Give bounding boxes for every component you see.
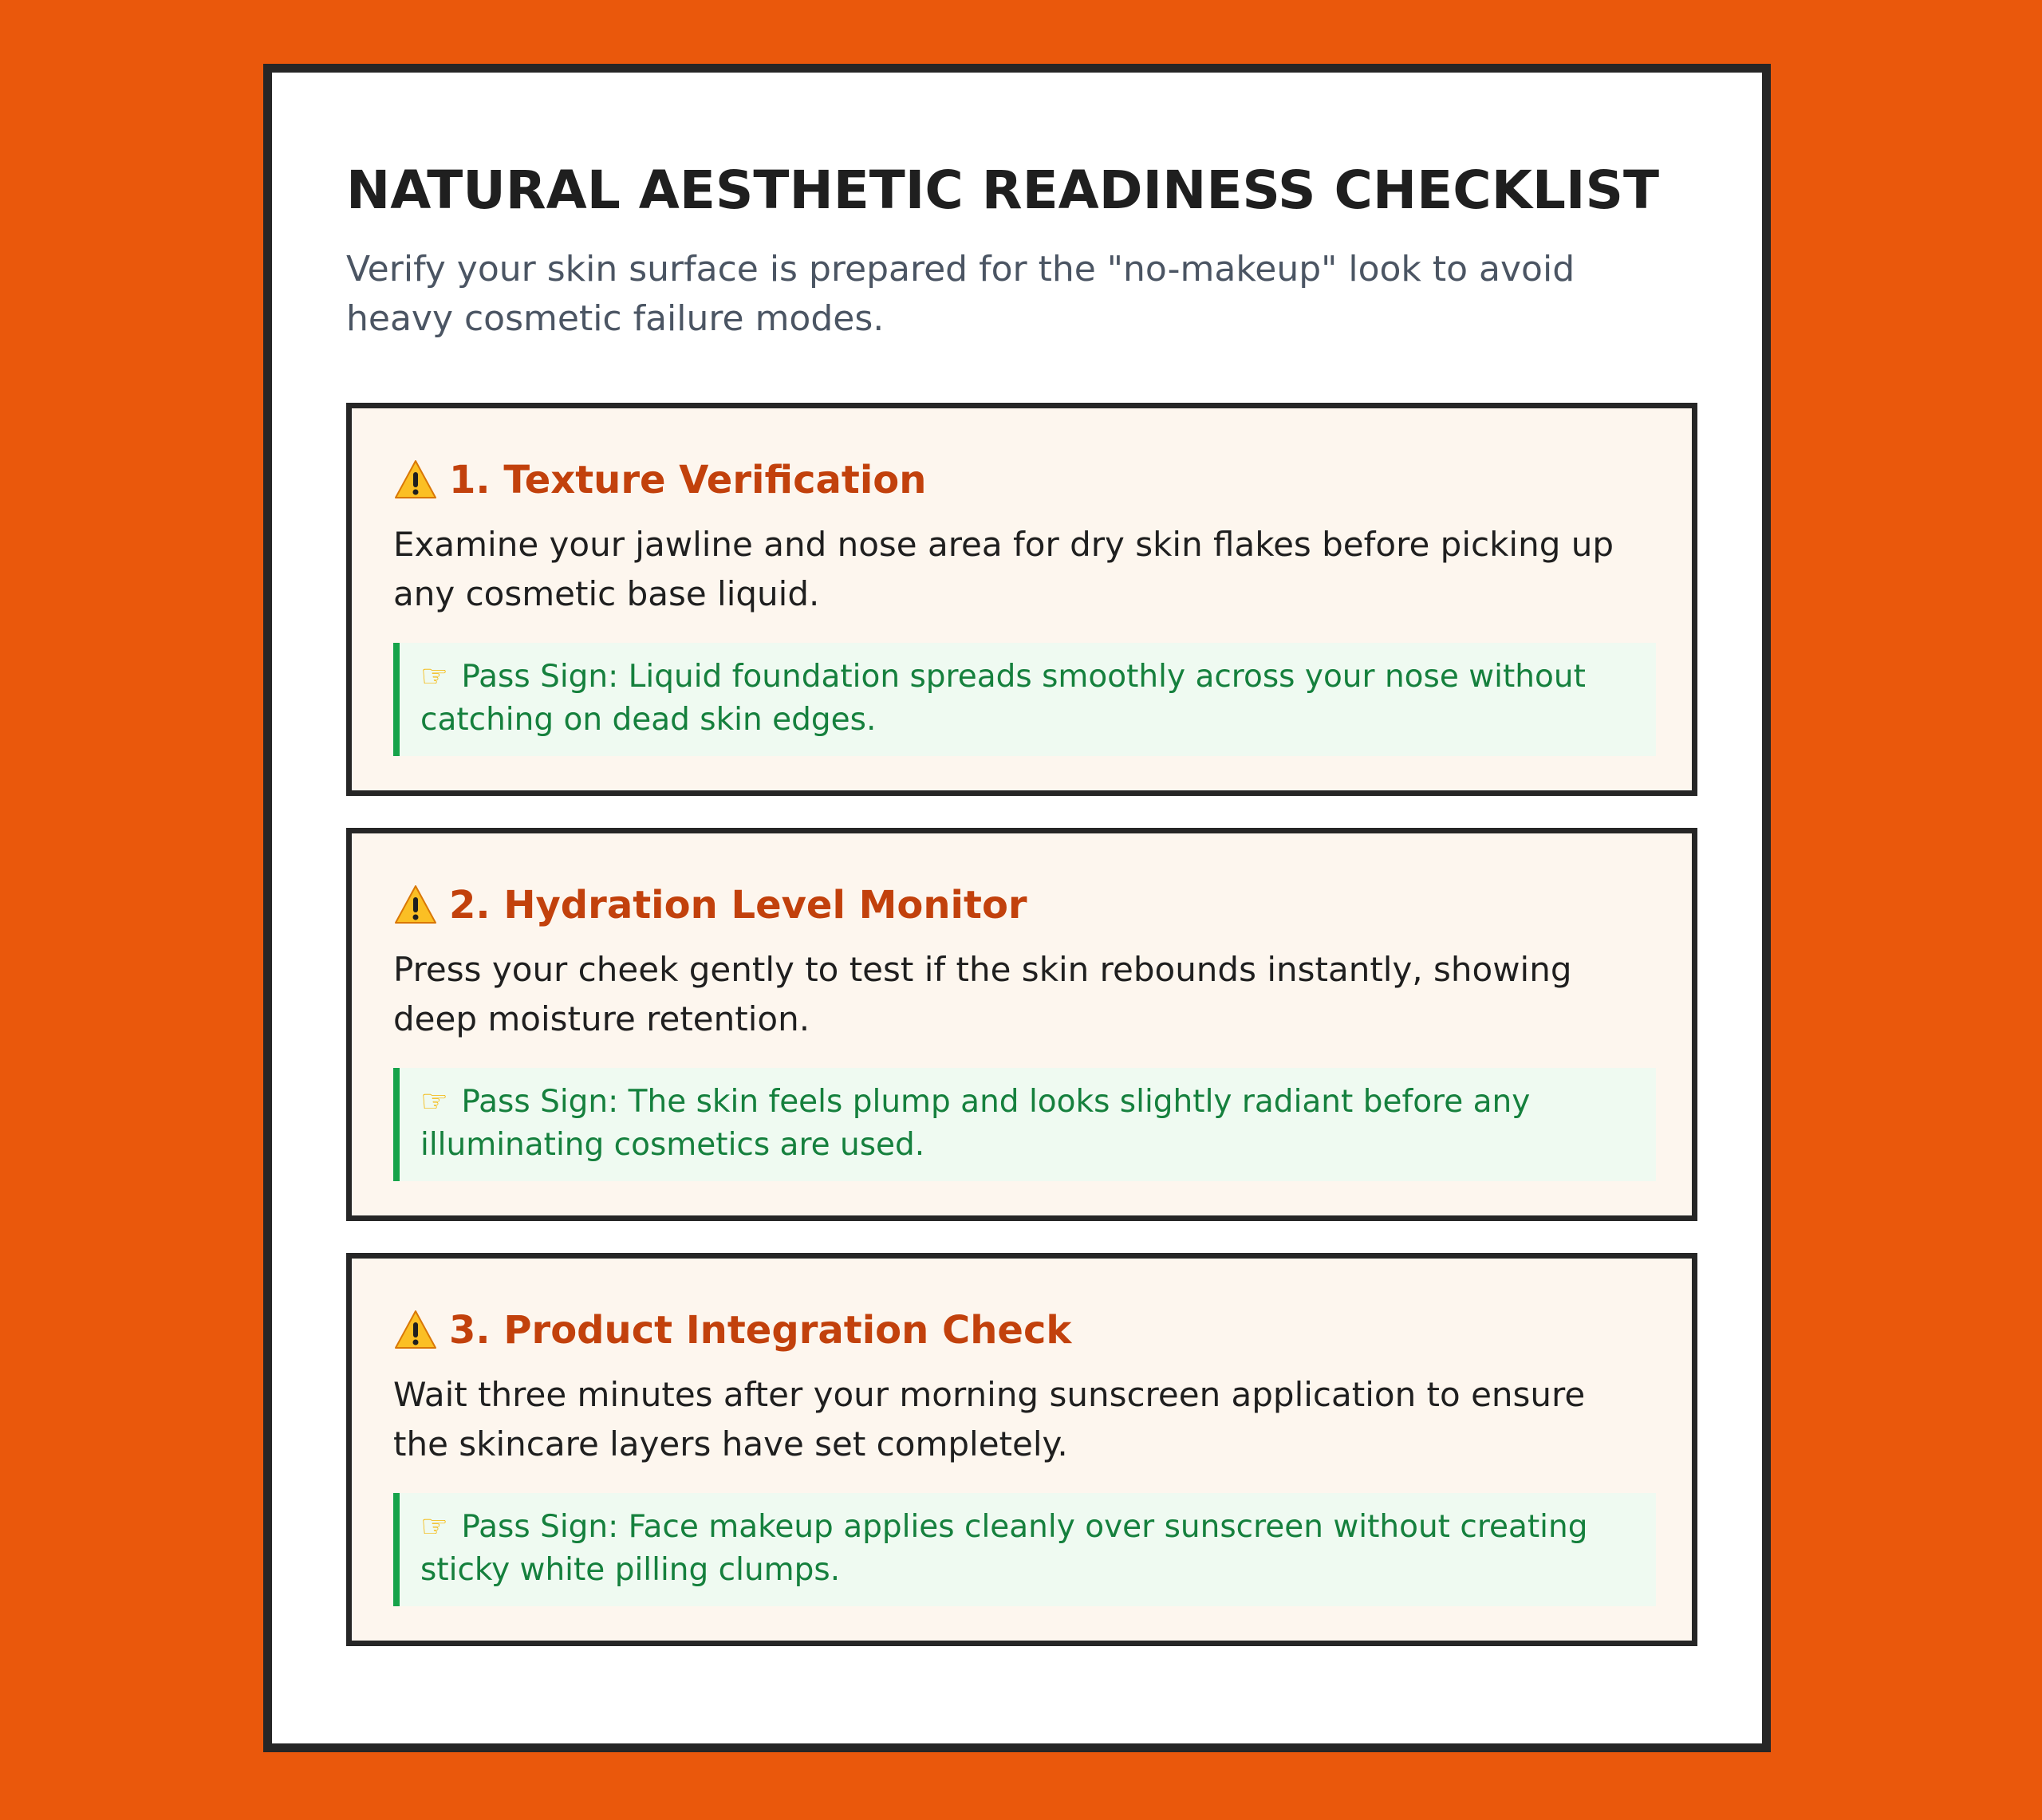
item-header [393,1298,1650,1362]
item-description: Press your cheek gently to test if the skin rebounds instantly, showing deep moisture retention. [393,950,1572,1038]
item-header [393,448,1650,512]
checklist-card [263,64,1771,1752]
pointing-hand-icon: ☞ [420,659,448,695]
item-title: 1. Texture Verification [449,458,927,502]
pass-sign-box [393,1068,1656,1181]
pass-sign-text: Pass Sign: Face makeup applies cleanly over sunscreen without creating sticky white pilling clumps. [420,1509,1588,1588]
warning-icon [393,458,438,502]
item-header [393,873,1650,937]
page-subtitle: Verify your skin surface is prepared for the "no-makeup" look to avoid heavy cosmetic failure modes. [346,249,1575,339]
pass-sign-text: Pass Sign: The skin feels plump and looks slightly radiant before any illuminating cosmetics are used. [420,1084,1531,1163]
warning-icon [393,883,438,928]
checklist-item-product [346,1253,1697,1646]
pass-sign-text: Pass Sign: Liquid foundation spreads smoothly across your nose without catching on dead skin edges. [420,659,1586,738]
pass-sign-box [393,643,1656,756]
item-title: 2. Hydration Level Monitor [449,883,1027,928]
pointing-hand-icon: ☞ [420,1084,448,1120]
pass-sign-box [393,1493,1656,1606]
warning-icon [393,1308,438,1353]
item-description: Examine your jawline and nose area for dry skin flakes before picking up any cosmetic base liquid. [393,525,1614,613]
item-description: Wait three minutes after your morning sunscreen application to ensure the skincare layers have set completely. [393,1375,1586,1463]
page-title: NATURAL AESTHETIC READINESS CHECKLIST [346,160,1660,221]
checklist-items [346,403,1688,1646]
item-title: 3. Product Integration Check [449,1308,1072,1353]
pointing-hand-icon: ☞ [420,1509,448,1545]
checklist-item-hydration [346,828,1697,1221]
checklist-item-texture [346,403,1697,796]
